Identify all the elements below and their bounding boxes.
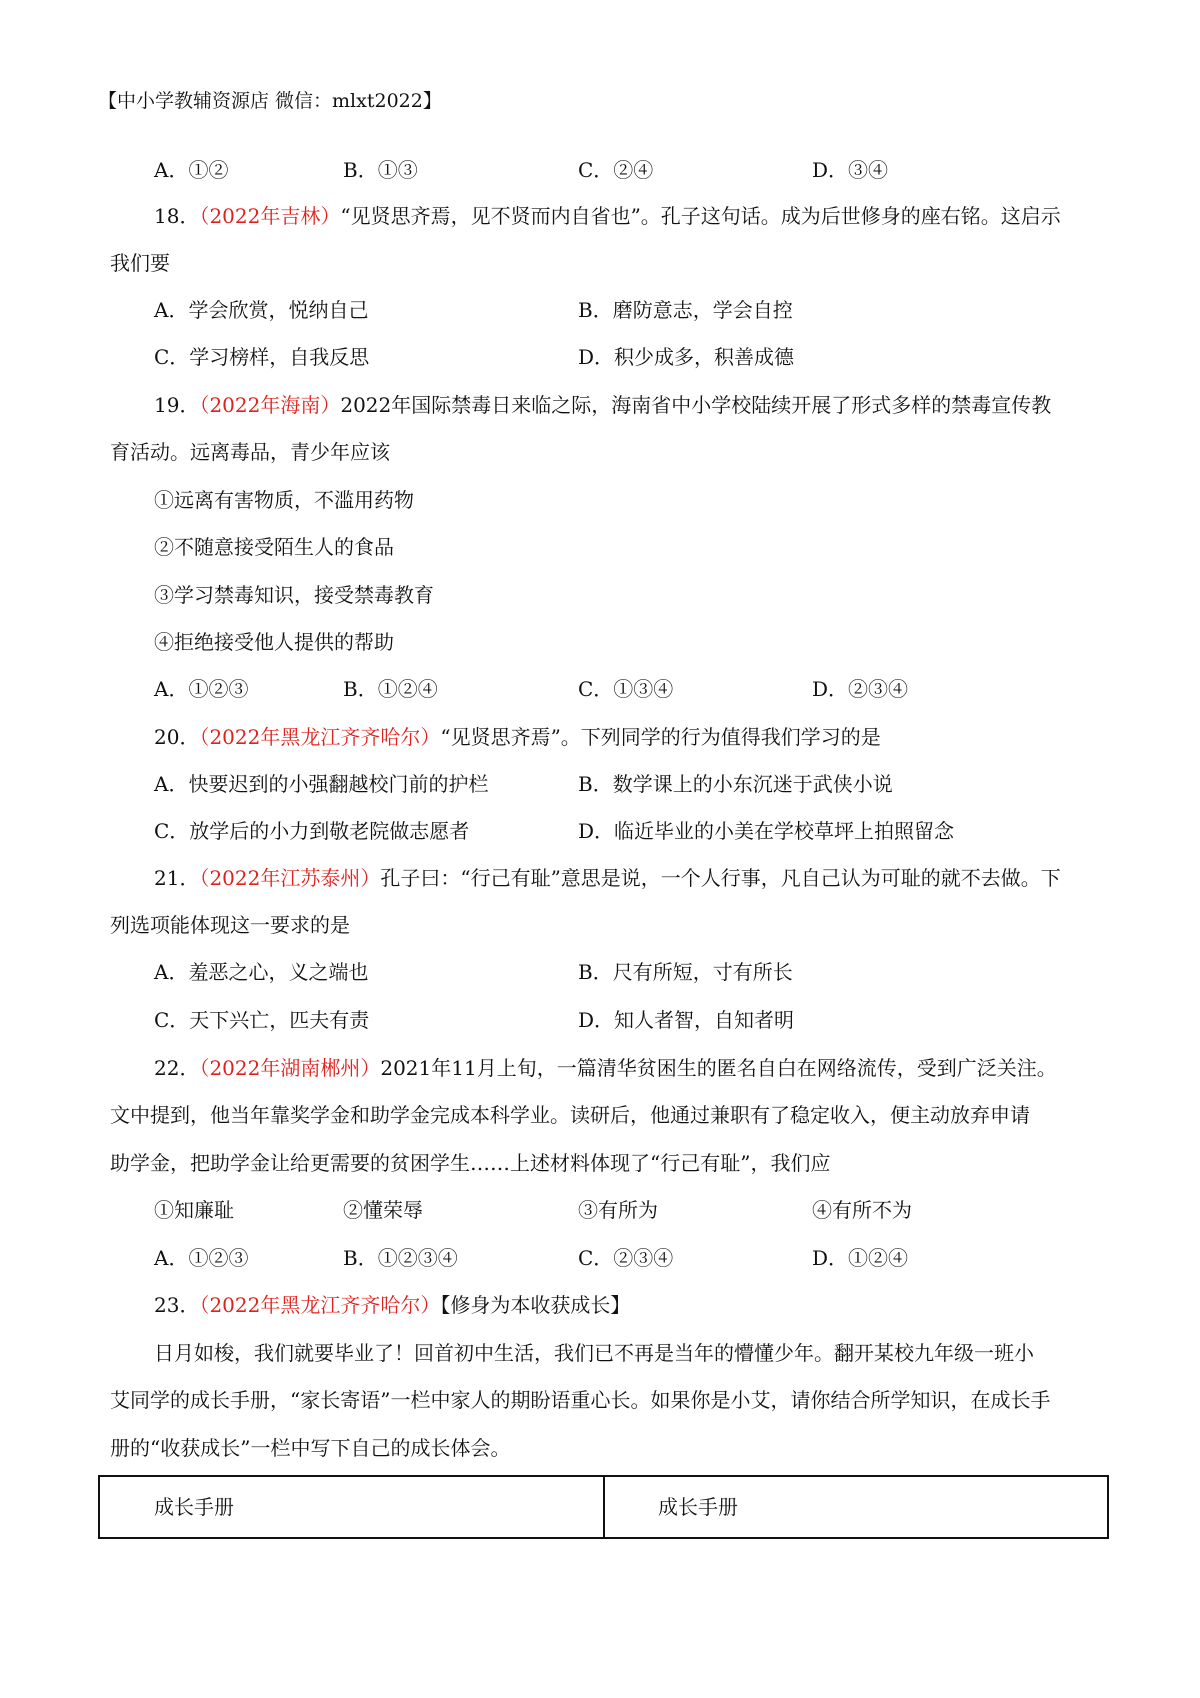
q20-option-a: A．快要迟到的小强翻越校门前的护栏 [154,772,489,796]
table-column-divider [603,1475,605,1539]
q20-source: （2022年黑龙江齐齐哈尔） [199,725,441,749]
q22-item-4: ④有所不为 [812,1198,912,1222]
q18-option-d: D．积少成多，积善成德 [578,345,795,369]
q17-option-b: B．①③ [343,158,418,182]
q19-text-line1: 2022年国际禁毒日来临之际，海南省中小学校陆续开展了形式多样的禁毒宣传教 [340,393,1052,417]
q19-option-a: A．①②③ [154,677,249,701]
q23-text-line3: 册的“收获成长”一栏中写下自己的成长体会。 [110,1436,511,1460]
q22-text-line3: 助学金，把助学金让给更需要的贫困学生……上述材料体现了“行己有耻”，我们应 [110,1151,831,1175]
q22-item-3: ③有所为 [578,1198,658,1222]
q22-option-b: B．①②③④ [343,1246,458,1270]
q18-text-line1: “见贤思齐焉，见不贤而内自省也”。孔子这句话。成为后世修身的座右铭。这启示 [340,204,1061,228]
q19-text-line2: 育活动。远离毒品，青少年应该 [110,440,390,464]
q22-item-1: ①知廉耻 [154,1198,234,1222]
q22-item-2: ②懂荣辱 [343,1198,423,1222]
q22-option-d: D．①②④ [812,1246,909,1270]
q18-number: 18． [154,204,200,228]
q18-source: （2022年吉林） [199,204,341,228]
q17-option-c: C．②④ [578,158,654,182]
q18-option-b: B．磨防意志，学会自控 [578,298,793,322]
q21-number: 21． [154,866,200,890]
q21-text-line1: 孔子曰：“行己有耻”意思是说，一个人行事，凡自己认为可耻的就不去做。下 [380,866,1061,890]
q19-source: （2022年海南） [199,393,341,417]
q23-number: 23． [154,1293,200,1317]
q22-stem [154,1058,1057,1078]
q23-text-line2: 艾同学的成长手册，“家长寄语”一栏中家人的期盼语重心长。如果你是小艾，请你结合所学知识，在成长手 [110,1388,1051,1412]
q19-number: 19． [154,393,200,417]
q21-option-d: D．知人者智，自知者明 [578,1008,795,1032]
table-cell-left: 成长手册 [154,1495,234,1519]
q19-item-4: ④拒绝接受他人提供的帮助 [154,630,394,654]
q19-stem [154,395,1051,415]
q18-option-a: A．学会欣赏，悦纳自己 [154,298,369,322]
page-header-watermark: 【中小学教辅资源店 微信：mlxt2022】 [98,90,442,112]
q22-number: 22． [154,1056,200,1080]
q17-option-d: D．③④ [812,158,889,182]
q23-source: （2022年黑龙江齐齐哈尔） [199,1293,441,1317]
q22-source: （2022年湖南郴州） [199,1056,381,1080]
q20-option-d: D．临近毕业的小美在学校草坪上拍照留念 [578,819,955,843]
q22-text-line1: 2021年11月上旬，一篇清华贫困生的匿名自白在网络流传，受到广泛关注。 [380,1056,1057,1080]
q19-option-c: C．①③④ [578,677,674,701]
q19-item-2: ②不随意接受陌生人的食品 [154,535,394,559]
q20-option-c: C．放学后的小力到敬老院做志愿者 [154,819,470,843]
q19-item-3: ③学习禁毒知识，接受禁毒教育 [154,583,434,607]
q23-text-line1: 日月如梭，我们就要毕业了！回首初中生活，我们已不再是当年的懵懂少年。翻开某校九年级一班小 [154,1341,1034,1365]
q19-option-d: D．②③④ [812,677,909,701]
q19-item-1: ①远离有害物质，不滥用药物 [154,488,414,512]
q20-number: 20． [154,725,200,749]
q18-stem [154,206,1061,226]
q22-option-c: C．②③④ [578,1246,674,1270]
q18-text-line2: 我们要 [110,251,170,275]
q21-source: （2022年江苏泰州） [199,866,381,890]
q21-text-line2: 列选项能体现这一要求的是 [110,913,350,937]
q20-text-line1: “见贤思齐焉”。下列同学的行为值得我们学习的是 [440,725,881,749]
q21-option-b: B．尺有所短，寸有所长 [578,960,793,984]
q21-option-a: A．羞恶之心，义之端也 [154,960,369,984]
table-cell-right: 成长手册 [658,1495,738,1519]
q20-stem [154,727,881,747]
q23-stem [154,1295,630,1315]
q18-option-c: C．学习榜样，自我反思 [154,345,370,369]
q22-text-line2: 文中提到，他当年靠奖学金和助学金完成本科学业。读研后，他通过兼职有了稳定收入，便主动放弃申请 [110,1103,1030,1127]
q17-option-a: A．①② [154,158,229,182]
q22-option-a: A．①②③ [154,1246,249,1270]
q20-option-b: B．数学课上的小东沉迷于武侠小说 [578,772,893,796]
q19-option-b: B．①②④ [343,677,438,701]
q21-stem [154,868,1061,888]
q23-title: 【修身为本收获成长】 [440,1293,631,1317]
q21-option-c: C．天下兴亡，匹夫有责 [154,1008,370,1032]
